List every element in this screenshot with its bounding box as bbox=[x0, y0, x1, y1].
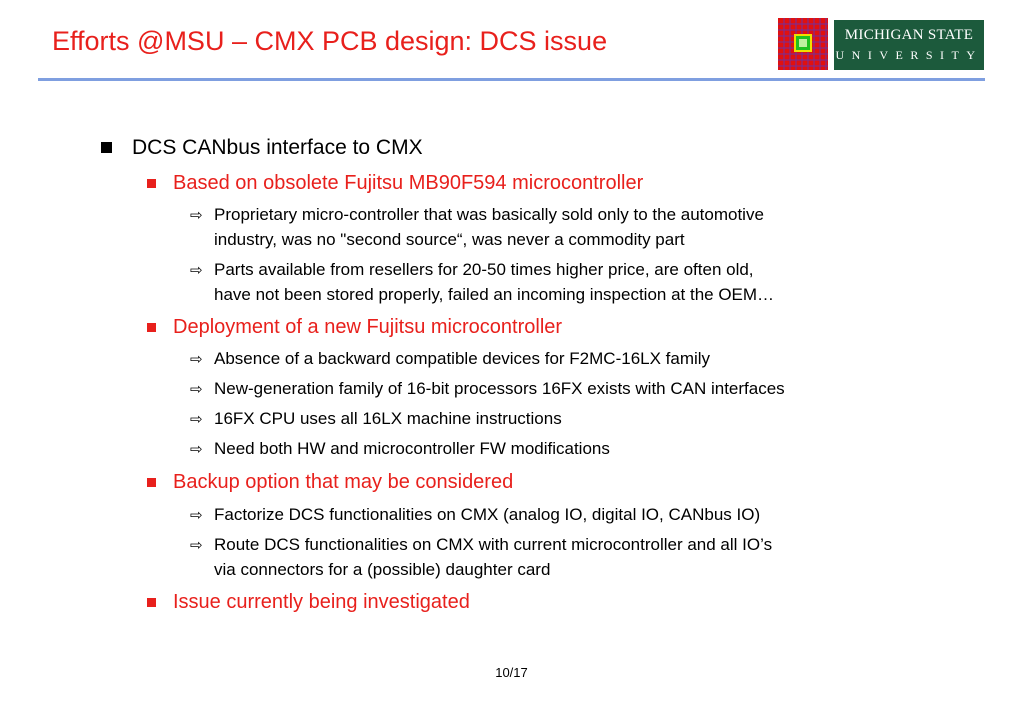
section-heading: Backup option that may be considered bbox=[173, 471, 514, 493]
sub-bullet-text: Need both HW and microcontroller FW modifications bbox=[214, 439, 610, 458]
arrow-right-icon: ⇨ bbox=[190, 207, 203, 224]
sub-bullet-text: Route DCS functionalities on CMX with current microcontroller and all IO’s bbox=[214, 535, 773, 554]
section-heading: Deployment of a new Fujitsu microcontroller bbox=[173, 316, 563, 338]
sub-bullet-text-cont: industry, was no "second source“, was never a commodity part bbox=[214, 230, 685, 249]
sub-bullet-text: Parts available from resellers for 20-50 times higher price, are often old, bbox=[214, 260, 754, 279]
bullet-square-icon bbox=[147, 598, 156, 607]
bullet-l1-text: DCS CANbus interface to CMX bbox=[132, 136, 423, 159]
bullet-square-icon bbox=[147, 323, 156, 332]
arrow-right-icon: ⇨ bbox=[190, 262, 203, 279]
section-heading: Issue currently being investigated bbox=[173, 591, 470, 613]
msu-logo-line1: MICHIGAN STATE bbox=[844, 27, 974, 43]
msu-logo bbox=[834, 20, 984, 70]
sub-bullet-text: Proprietary micro-controller that was basically sold only to the automotive bbox=[214, 205, 764, 224]
arrow-right-icon: ⇨ bbox=[190, 381, 203, 398]
title-divider bbox=[38, 78, 985, 81]
sub-bullet-text: New-generation family of 16-bit processors 16FX exists with CAN interfaces bbox=[214, 379, 785, 398]
sub-bullet-text: 16FX CPU uses all 16LX machine instructions bbox=[214, 409, 562, 428]
arrow-right-icon: ⇨ bbox=[190, 507, 203, 524]
sub-bullet-text-cont: via connectors for a (possible) daughter card bbox=[214, 560, 551, 579]
bullet-square-icon bbox=[101, 142, 112, 153]
arrow-right-icon: ⇨ bbox=[190, 441, 203, 458]
chip-grid-logo bbox=[778, 18, 828, 70]
bullet-square-icon bbox=[147, 478, 156, 487]
page-number: 10/17 bbox=[495, 665, 528, 680]
arrow-right-icon: ⇨ bbox=[190, 411, 203, 428]
arrow-right-icon: ⇨ bbox=[190, 537, 203, 554]
slide-title: Efforts @MSU – CMX PCB design: DCS issue bbox=[52, 26, 608, 56]
msu-logo-line2: UNIVERSITY bbox=[835, 48, 983, 62]
bullet-square-icon bbox=[147, 179, 156, 188]
sub-bullet-text: Factorize DCS functionalities on CMX (analog IO, digital IO, CANbus IO) bbox=[214, 505, 761, 524]
section-heading: Based on obsolete Fujitsu MB90F594 microcontroller bbox=[173, 172, 644, 194]
sub-bullet-text-cont: have not been stored properly, failed an incoming inspection at the OEM… bbox=[214, 285, 775, 304]
arrow-right-icon: ⇨ bbox=[190, 351, 203, 368]
sub-bullet-text: Absence of a backward compatible devices for F2MC-16LX family bbox=[214, 349, 711, 368]
